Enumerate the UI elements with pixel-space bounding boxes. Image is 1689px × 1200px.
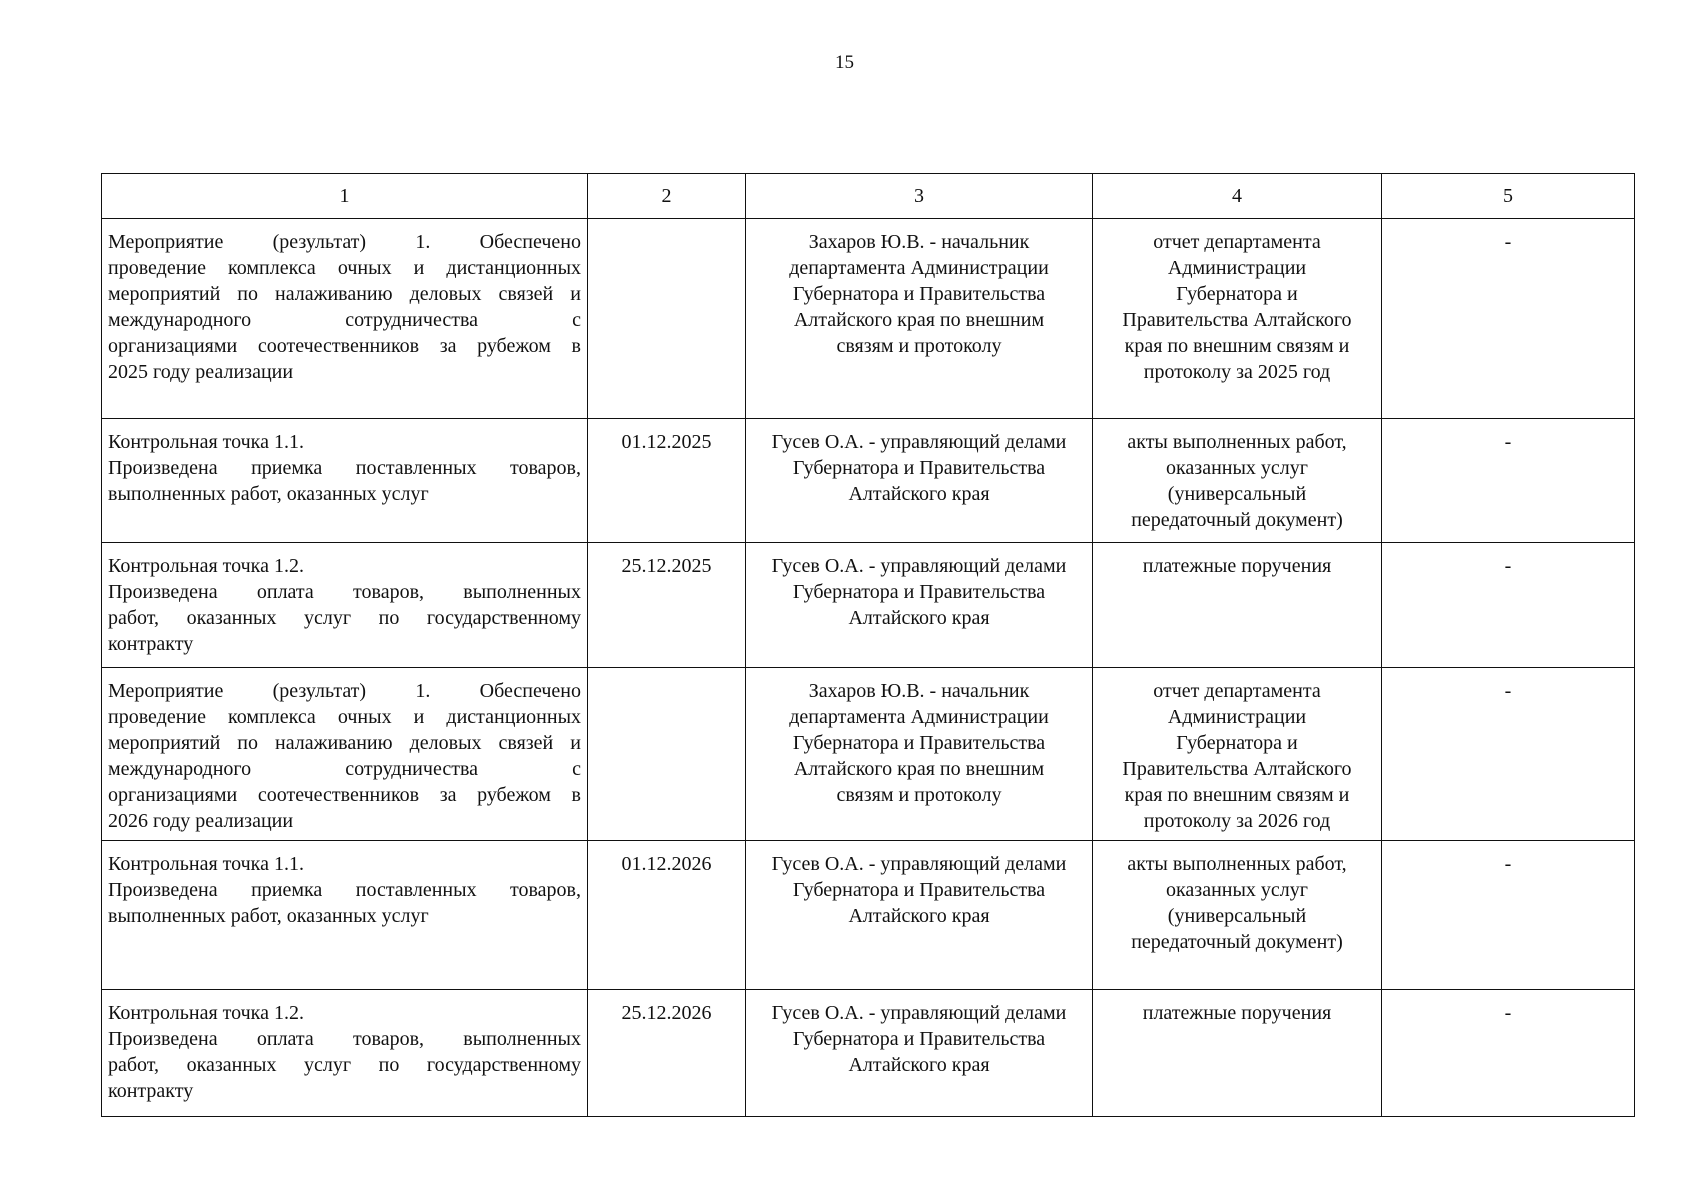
responsible-line: Алтайского края <box>848 1054 990 1076</box>
document-line: Губернатора и <box>1176 732 1298 754</box>
description-line: мероприятий по налаживанию деловых связей и <box>108 283 581 305</box>
description-line: организациями соотечественников за рубежом в <box>108 335 581 357</box>
responsible-line: департамента Администрации <box>789 706 1049 728</box>
responsible-line: Губернатора и Правительства <box>792 581 1046 603</box>
document-line: платежные поручения <box>1142 1002 1332 1024</box>
description-line: мероприятий по налаживанию деловых связей и <box>108 732 581 754</box>
cell-date: 25.12.2026 <box>588 990 746 1117</box>
document-line: протоколу за 2026 год <box>1143 810 1331 832</box>
table-row <box>102 668 1635 841</box>
responsible-line: Губернатора и Правительства <box>792 457 1046 479</box>
description-line: проведение комплекса очных и дистанционных <box>108 257 581 279</box>
cell-document <box>1093 543 1382 668</box>
description-line: работ, оказанных услуг по государственному <box>108 1054 581 1076</box>
cell-note: - <box>1382 990 1635 1117</box>
description-line: Произведена оплата товаров, выполненных <box>108 1028 581 1050</box>
document-line: отчет департамента <box>1153 680 1321 702</box>
cell-responsible <box>746 419 1093 543</box>
cell-description <box>102 419 588 543</box>
document-line: Правительства Алтайского <box>1122 758 1352 780</box>
responsible-line: Алтайского края <box>848 905 990 927</box>
responsible-line: Губернатора и Правительства <box>792 879 1046 901</box>
responsible-line: связям и протоколу <box>836 784 1002 806</box>
cell-date <box>588 219 746 419</box>
control-points-table <box>101 173 1635 1117</box>
responsible-line: Гусев О.А. - управляющий делами <box>771 1002 1067 1024</box>
responsible-line: Гусев О.А. - управляющий делами <box>771 555 1067 577</box>
responsible-line: Губернатора и Правительства <box>792 1028 1046 1050</box>
table-body <box>102 219 1635 1117</box>
document-line: оказанных услуг <box>1166 457 1308 479</box>
description-line: Произведена оплата товаров, выполненных <box>108 581 581 603</box>
description-line: выполненных работ, оказанных услуг <box>108 905 429 927</box>
description-line: международного сотрудничества с <box>108 758 581 780</box>
description-line: выполненных работ, оказанных услуг <box>108 483 429 505</box>
description-line: проведение комплекса очных и дистанционных <box>108 706 581 728</box>
description-line: Мероприятие (результат) 1. Обеспечено <box>108 231 581 253</box>
responsible-line: Захаров Ю.В. - начальник <box>808 231 1030 253</box>
document-line: платежные поручения <box>1142 555 1332 577</box>
description-line: международного сотрудничества с <box>108 309 581 331</box>
description-line: Контрольная точка 1.1. <box>108 431 304 453</box>
page-number: 15 <box>835 52 854 73</box>
table-header-row <box>102 174 1635 219</box>
cell-document <box>1093 990 1382 1117</box>
header-col-1: 1 <box>102 174 588 219</box>
cell-date: 25.12.2025 <box>588 543 746 668</box>
document-line: края по внешним связям и <box>1124 784 1350 806</box>
description-line: контракту <box>108 1080 194 1102</box>
cell-responsible <box>746 990 1093 1117</box>
description-line: организациями соотечественников за рубежом в <box>108 784 581 806</box>
cell-description <box>102 219 588 419</box>
description-line: контракту <box>108 633 194 655</box>
document-line: оказанных услуг <box>1166 879 1308 901</box>
table-row <box>102 543 1635 668</box>
description-line: работ, оказанных услуг по государственному <box>108 607 581 629</box>
cell-responsible <box>746 219 1093 419</box>
document-line: протоколу за 2025 год <box>1143 361 1331 383</box>
document-line: Правительства Алтайского <box>1122 309 1352 331</box>
document-line: (универсальный <box>1167 483 1307 505</box>
responsible-line: Алтайского края по внешним <box>793 309 1045 331</box>
description-line: Произведена приемка поставленных товаров, <box>108 879 581 901</box>
cell-description <box>102 841 588 990</box>
cell-note: - <box>1382 219 1635 419</box>
description-line: Мероприятие (результат) 1. Обеспечено <box>108 680 581 702</box>
document-line: передаточный документ) <box>1131 931 1343 953</box>
document-line: края по внешним связям и <box>1124 335 1350 357</box>
cell-responsible <box>746 543 1093 668</box>
description-line: Контрольная точка 1.1. <box>108 853 304 875</box>
cell-date <box>588 668 746 841</box>
cell-responsible <box>746 841 1093 990</box>
document-line: Администрации <box>1167 257 1307 279</box>
table-row <box>102 219 1635 419</box>
cell-responsible <box>746 668 1093 841</box>
table-row <box>102 841 1635 990</box>
responsible-line: Гусев О.А. - управляющий делами <box>771 853 1067 875</box>
table-row <box>102 990 1635 1117</box>
cell-document <box>1093 219 1382 419</box>
header-col-4: 4 <box>1093 174 1382 219</box>
responsible-line: Алтайского края <box>848 483 990 505</box>
cell-document <box>1093 668 1382 841</box>
description-line: Контрольная точка 1.2. <box>108 1002 304 1024</box>
description-line: Контрольная точка 1.2. <box>108 555 304 577</box>
cell-note: - <box>1382 841 1635 990</box>
cell-date: 01.12.2026 <box>588 841 746 990</box>
responsible-line: Гусев О.А. - управляющий делами <box>771 431 1067 453</box>
document-line: акты выполненных работ, <box>1127 853 1347 875</box>
description-line: 2026 году реализации <box>108 810 294 832</box>
responsible-line: связям и протоколу <box>836 335 1002 357</box>
cell-description <box>102 990 588 1117</box>
document-line: Губернатора и <box>1176 283 1298 305</box>
description-line: 2025 году реализации <box>108 361 294 383</box>
responsible-line: Алтайского края <box>848 607 990 629</box>
document-line: Администрации <box>1167 706 1307 728</box>
responsible-line: Губернатора и Правительства <box>792 732 1046 754</box>
document-line: (универсальный <box>1167 905 1307 927</box>
cell-note: - <box>1382 668 1635 841</box>
cell-date: 01.12.2025 <box>588 419 746 543</box>
document-line: акты выполненных работ, <box>1127 431 1347 453</box>
header-col-3: 3 <box>746 174 1093 219</box>
cell-note: - <box>1382 543 1635 668</box>
header-col-5: 5 <box>1382 174 1635 219</box>
cell-note: - <box>1382 419 1635 543</box>
responsible-line: Губернатора и Правительства <box>792 283 1046 305</box>
document-line: отчет департамента <box>1153 231 1321 253</box>
responsible-line: Алтайского края по внешним <box>793 758 1045 780</box>
cell-description <box>102 543 588 668</box>
cell-document <box>1093 419 1382 543</box>
header-col-2: 2 <box>588 174 746 219</box>
description-line: Произведена приемка поставленных товаров, <box>108 457 581 479</box>
cell-document <box>1093 841 1382 990</box>
document-line: передаточный документ) <box>1131 509 1343 531</box>
responsible-line: департамента Администрации <box>789 257 1049 279</box>
table-row <box>102 419 1635 543</box>
cell-description <box>102 668 588 841</box>
responsible-line: Захаров Ю.В. - начальник <box>808 680 1030 702</box>
